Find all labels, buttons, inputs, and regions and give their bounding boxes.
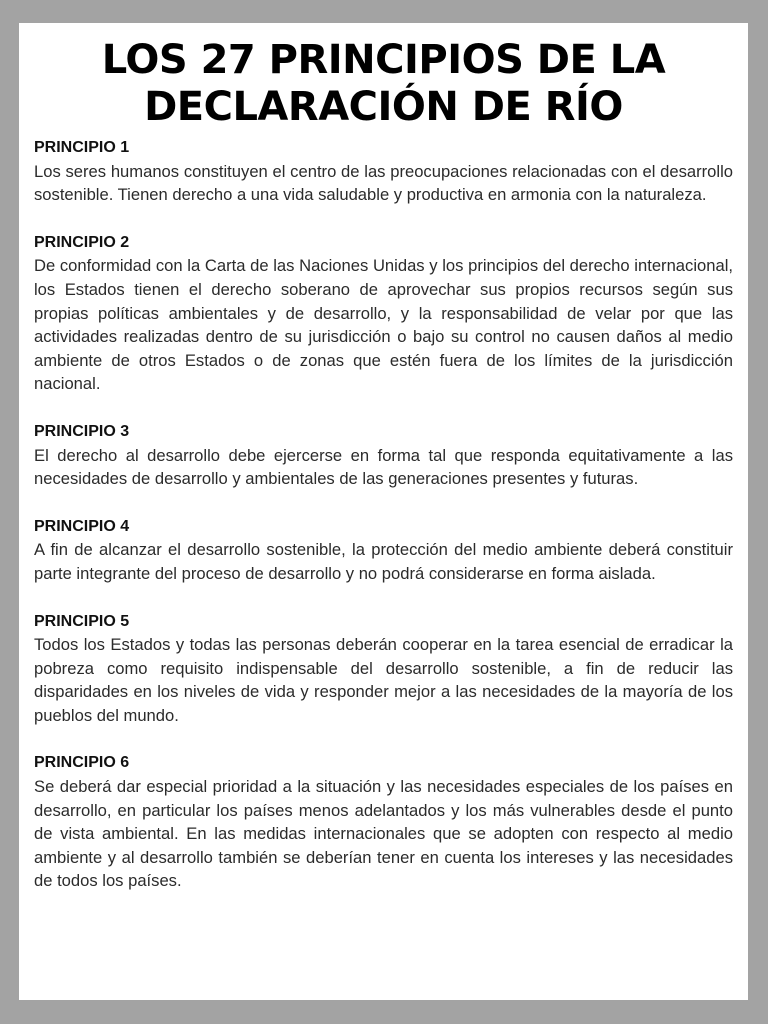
- principle-3: [34, 420, 733, 491]
- page-title: [34, 37, 733, 131]
- principle-text: De conformidad con la Carta de las Naciones Unidas y los principios del derecho internacional, los Estados tienen el derecho soberano de aprovechar sus propios recursos según sus propias políticas ambientales y de desarrollo, y la responsabilidad de velar por que las actividades realizadas dentro de su jurisdicción o bajo su control no causen daños al medio ambiente de otros Estados o de zonas que estén fuera de los límites de la jurisdicción nacional.: [34, 256, 733, 394]
- principle-text: Se deberá dar especial prioridad a la situación y las necesidades especiales de los países en desarrollo, en particular los países menos adelantados y los más vulnerables desde el punto de vista ambiental. En las medidas internacionales que se adopten con respecto al medio ambiente y al desarrollo también se deberían tener en cuenta los intereses y las necesidades de todos los países.: [34, 777, 733, 891]
- principles-list: [34, 136, 733, 893]
- principle-heading: PRINCIPIO 3: [34, 422, 130, 440]
- principle-4: [34, 515, 733, 586]
- principle-2: [34, 231, 733, 396]
- principle-6: [34, 751, 733, 893]
- principle-1: [34, 136, 733, 207]
- title-line-1: LOS 27 PRINCIPIOS DE LA: [101, 37, 666, 83]
- principle-text: El derecho al desarrollo debe ejercerse en forma tal que responda equitativamente a las necesidades de desarrollo y ambientales de las generaciones presentes y futuras.: [34, 445, 733, 489]
- principle-heading: PRINCIPIO 2: [34, 233, 130, 251]
- principle-heading: PRINCIPIO 1: [34, 139, 130, 156]
- title-line-2: DECLARACIÓN DE RÍO: [144, 84, 623, 130]
- principle-heading: PRINCIPIO 4: [34, 517, 130, 535]
- principle-5: [34, 610, 733, 728]
- principle-heading: PRINCIPIO 6: [34, 754, 130, 772]
- principle-text: Todos los Estados y todas las personas deberán cooperar en la tarea esencial de erradicar la pobreza como requisito indispensable del desarrollo sostenible, a fin de reducir las disparidades en los niveles de vida y responder mejor a las necesidades de la mayoría de los pueblos del mundo.: [34, 635, 733, 725]
- document-page: [19, 23, 748, 1000]
- principle-text: Los seres humanos constituyen el centro de las preocupaciones relacionadas con el desarrollo sostenible. Tienen derecho a una vida saludable y productiva en armonia con la naturaleza.: [34, 161, 733, 205]
- principle-text: A fin de alcanzar el desarrollo sostenible, la protección del medio ambiente deberá constituir parte integrante del proceso de desarrollo y no podrá considerarse en forma aislada.: [34, 540, 733, 583]
- principle-heading: PRINCIPIO 5: [34, 612, 130, 630]
